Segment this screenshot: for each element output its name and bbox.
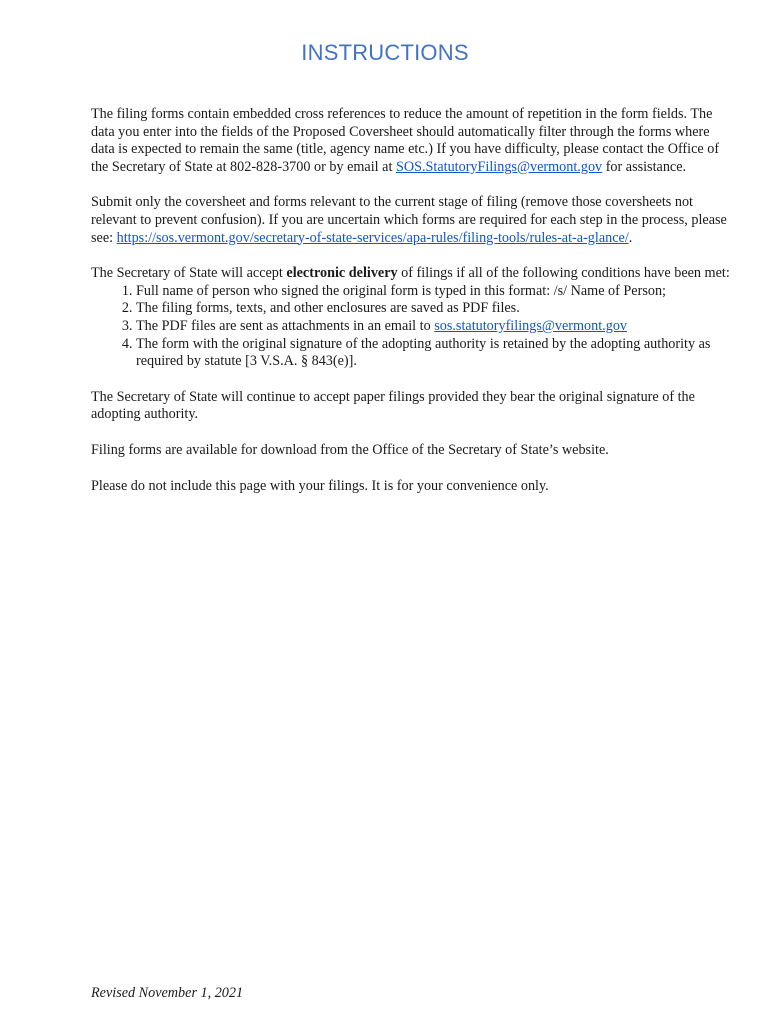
condition-text: The filing forms, texts, and other enclosures are saved as PDF files. bbox=[136, 300, 520, 317]
electronic-delivery-emphasis: electronic delivery bbox=[286, 265, 398, 282]
page-title: INSTRUCTIONS bbox=[301, 40, 469, 65]
paragraph-electronic-delivery bbox=[91, 265, 731, 371]
condition-text: Full name of person who signed the original form is typed in this format: /s/ Name of Person; bbox=[136, 282, 666, 299]
paragraph-text: The filing forms contain embedded cross references to reduce the amount of repetition in the form fields. The data you enter into the fields of the Proposed Coversheet should automatically filter through the forms where data is expected to remain the same (title, agency name etc.) If you have difficulty, please contact the Office of the Secretary of State at 802-828-3700 or by email at bbox=[91, 106, 720, 175]
paragraph-paper-filings: The Secretary of State will continue to accept paper filings provided they bear the original signature of the adopting authority. bbox=[91, 388, 695, 423]
condition-item bbox=[136, 318, 731, 336]
paragraph-text-end: of filings if all of the following conditions have been met: bbox=[397, 265, 730, 282]
paragraph-submit-coversheet bbox=[91, 194, 731, 247]
electronic-delivery-intro bbox=[91, 265, 731, 283]
paragraph-text: Submit only the coversheet and forms relevant to the current stage of filing (remove those coversheets not relevant to prevent confusion). If you are uncertain which forms are required for each step in the process, please see: bbox=[91, 194, 727, 246]
assistance-email-link[interactable]: SOS.StatutoryFilings@vermont.gov bbox=[395, 158, 603, 175]
condition-text: The form with the original signature of the adopting authority is retained by the adopting authority as required by statute [3 V.S.A. § 843(e)]. bbox=[136, 335, 711, 370]
submission-email-link[interactable]: sos.statutoryfilings@vermont.gov bbox=[434, 317, 628, 334]
conditions-list bbox=[91, 283, 731, 371]
paragraph-forms-available: Filing forms are available for download from the Office of the Secretary of State’s website. bbox=[91, 441, 609, 458]
instructions-body bbox=[91, 106, 731, 513]
paragraph-text: The Secretary of State will accept bbox=[91, 265, 287, 282]
condition-item bbox=[136, 300, 731, 318]
paragraph-cross-references bbox=[91, 106, 731, 176]
paragraph-text-end: for assistance. bbox=[602, 158, 687, 175]
condition-item bbox=[136, 336, 731, 371]
condition-text: The PDF files are sent as attachments in an email to bbox=[136, 317, 435, 334]
revision-date: Revised November 1, 2021 bbox=[91, 985, 244, 1001]
paragraph-text-end: . bbox=[628, 229, 633, 246]
rules-at-a-glance-link[interactable]: https://sos.vermont.gov/secretary-of-state-services/apa-rules/filing-tools/rules-at-a-glance/ bbox=[116, 229, 629, 246]
paragraph-convenience-note: Please do not include this page with your filings. It is for your convenience only. bbox=[91, 477, 549, 494]
condition-item bbox=[136, 283, 731, 301]
